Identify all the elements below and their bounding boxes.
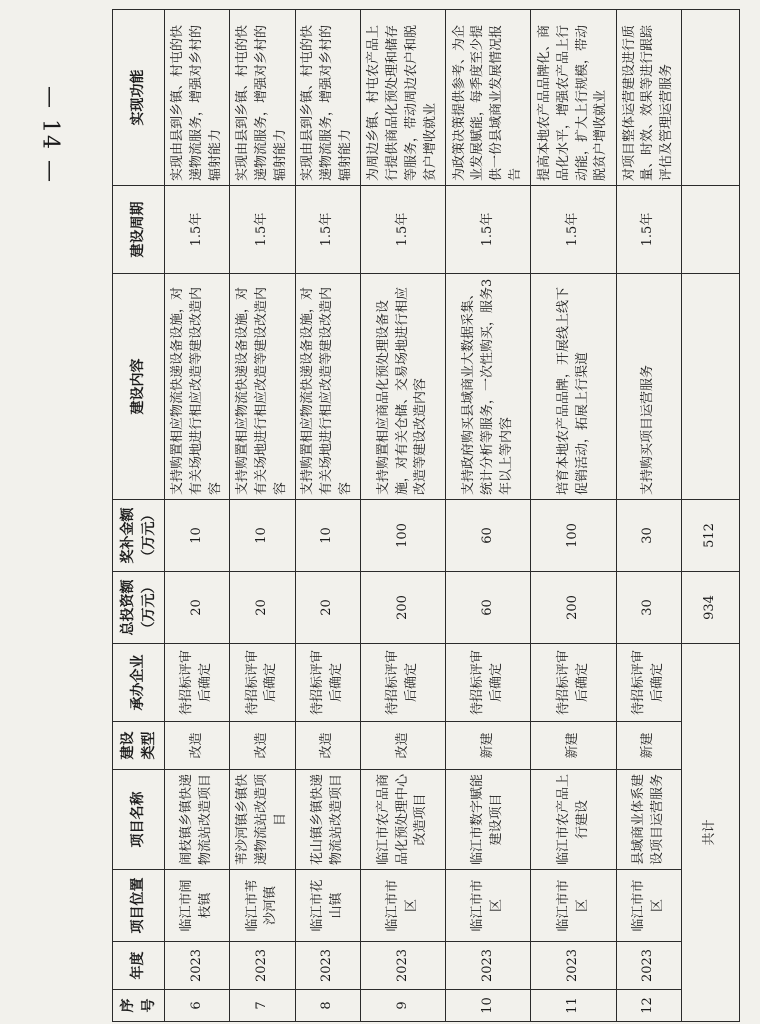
row-period: 1.5年 <box>165 186 230 274</box>
row-subsidy: 100 <box>531 500 616 572</box>
row-number: 11 <box>531 990 616 1022</box>
row-year: 2023 <box>531 942 616 990</box>
row-company: 待招标评审后确定 <box>446 644 531 722</box>
row-year: 2023 <box>616 942 681 990</box>
row-location: 临江市市区 <box>616 870 681 942</box>
row-number: 9 <box>360 990 445 1022</box>
row-year: 2023 <box>360 942 445 990</box>
table-header-row <box>113 10 165 1022</box>
table-row <box>531 10 616 1022</box>
row-content: 支持购买项目运营服务 <box>616 274 681 500</box>
row-year: 2023 <box>165 942 230 990</box>
row-function: 实现由县到乡镇、村屯的快递物流服务，增强对乡村的辐射能力 <box>165 10 230 186</box>
header-cell: 总投资额（万元） <box>113 572 165 644</box>
row-investment: 60 <box>446 572 531 644</box>
row-content: 培育本地农产品品牌，开展线上线下促销活动，拓展上行渠道 <box>531 274 616 500</box>
row-investment: 20 <box>165 572 230 644</box>
row-function: 对项目整体运营建设进行质量、时效、效果等进行跟踪评估及管理运营服务 <box>616 10 681 186</box>
table-row <box>360 10 445 1022</box>
table-row <box>165 10 230 1022</box>
row-type: 改造 <box>295 722 360 770</box>
rotated-table-area <box>112 10 740 1022</box>
row-name: 花山镇乡镇快递物流站改造项目 <box>295 770 360 870</box>
table-row <box>616 10 681 1022</box>
table-row <box>230 10 295 1022</box>
row-subsidy: 60 <box>446 500 531 572</box>
page-number <box>28 60 72 210</box>
row-investment: 200 <box>531 572 616 644</box>
row-period: 1.5年 <box>446 186 531 274</box>
row-function: 提高本地农产品品牌化、商品化水平，增强农产品上行动能，扩大上行规模，带动脱贫户增收就业 <box>531 10 616 186</box>
row-function: 为政策决策提供参考、为企业发展赋能，每季度至少提供一份县域商业发展情况报告 <box>446 10 531 186</box>
row-content: 支持购置相应商品化预处理设备设施，对有关仓储、交易场地进行相应改造等建设改造内容 <box>360 274 445 500</box>
row-number: 7 <box>230 990 295 1022</box>
table-row <box>295 10 360 1022</box>
row-type: 改造 <box>360 722 445 770</box>
row-investment: 200 <box>360 572 445 644</box>
header-cell: 序号 <box>113 990 165 1022</box>
row-number: 10 <box>446 990 531 1022</box>
row-content: 支持购置相应物流快递设备设施，对有关场地进行相应改造等建设改造内容 <box>295 274 360 500</box>
row-location: 临江市花山镇 <box>295 870 360 942</box>
row-location: 临江市市区 <box>446 870 531 942</box>
row-name: 临江市农产品上行建设 <box>531 770 616 870</box>
header-cell: 建设类型 <box>113 722 165 770</box>
row-investment: 30 <box>616 572 681 644</box>
header-cell: 建设内容 <box>113 274 165 500</box>
page-number-text: — 14 — <box>37 86 63 184</box>
header-cell: 建设周期 <box>113 186 165 274</box>
row-period: 1.5年 <box>295 186 360 274</box>
row-investment: 20 <box>295 572 360 644</box>
total-row <box>682 10 740 1022</box>
row-company: 待招标评审后确定 <box>165 644 230 722</box>
row-year: 2023 <box>446 942 531 990</box>
row-period: 1.5年 <box>616 186 681 274</box>
row-function: 实现由县到乡镇、村屯的快递物流服务，增强对乡村的辐射能力 <box>295 10 360 186</box>
row-number: 8 <box>295 990 360 1022</box>
row-company: 待招标评审后确定 <box>531 644 616 722</box>
row-type: 新建 <box>616 722 681 770</box>
header-cell: 奖补金额（万元） <box>113 500 165 572</box>
row-subsidy: 100 <box>360 500 445 572</box>
total-empty-cell <box>682 10 740 186</box>
row-location: 临江市市区 <box>360 870 445 942</box>
project-table <box>112 9 740 1022</box>
total-empty-cell <box>682 186 740 274</box>
row-year: 2023 <box>230 942 295 990</box>
row-company: 待招标评审后确定 <box>360 644 445 722</box>
total-investment: 934 <box>682 572 740 644</box>
row-name: 临江市农产品商品化预处理中心改造项目 <box>360 770 445 870</box>
table-row <box>446 10 531 1022</box>
row-name: 苇沙河镇乡镇快递物流站改造项目 <box>230 770 295 870</box>
row-year: 2023 <box>295 942 360 990</box>
row-subsidy: 10 <box>295 500 360 572</box>
total-label: 共计 <box>682 644 740 1022</box>
row-name: 临江市数字赋能建设项目 <box>446 770 531 870</box>
row-company: 待招标评审后确定 <box>230 644 295 722</box>
row-content: 支持购置相应物流快递设备设施，对有关场地进行相应改造等建设改造内容 <box>165 274 230 500</box>
row-company: 待招标评审后确定 <box>295 644 360 722</box>
project-table-wrapper <box>112 10 740 1022</box>
total-subsidy: 512 <box>682 500 740 572</box>
row-content: 支持购置相应物流快递设备设施，对有关场地进行相应改造等建设改造内容 <box>230 274 295 500</box>
row-type: 改造 <box>230 722 295 770</box>
row-function: 为周边乡镇、村屯农产品上行提供商品化预处理和储存等服务，带动周边农户和脱贫户增收就业 <box>360 10 445 186</box>
row-period: 1.5年 <box>531 186 616 274</box>
row-content: 支持政府购买县域商业大数据采集、统计分析等服务，一次性购买，服务3年以上等内容 <box>446 274 531 500</box>
header-cell: 承办企业 <box>113 644 165 722</box>
row-subsidy: 10 <box>165 500 230 572</box>
header-cell: 项目位置 <box>113 870 165 942</box>
row-type: 改造 <box>165 722 230 770</box>
header-cell: 项目名称 <box>113 770 165 870</box>
header-cell: 实现功能 <box>113 10 165 186</box>
row-type: 新建 <box>531 722 616 770</box>
row-function: 实现由县到乡镇、村屯的快递物流服务，增强对乡村的辐射能力 <box>230 10 295 186</box>
row-period: 1.5年 <box>360 186 445 274</box>
row-company: 待招标评审后确定 <box>616 644 681 722</box>
row-subsidy: 10 <box>230 500 295 572</box>
row-location: 临江市闹枝镇 <box>165 870 230 942</box>
row-investment: 20 <box>230 572 295 644</box>
row-type: 新建 <box>446 722 531 770</box>
row-name: 闹枝镇乡镇快递物流站改造项目 <box>165 770 230 870</box>
header-cell: 年度 <box>113 942 165 990</box>
row-location: 临江市苇沙河镇 <box>230 870 295 942</box>
row-subsidy: 30 <box>616 500 681 572</box>
row-number: 12 <box>616 990 681 1022</box>
row-name: 县域商业体系建设项目运营服务 <box>616 770 681 870</box>
row-period: 1.5年 <box>230 186 295 274</box>
row-location: 临江市市区 <box>531 870 616 942</box>
row-number: 6 <box>165 990 230 1022</box>
total-empty-cell <box>682 274 740 500</box>
